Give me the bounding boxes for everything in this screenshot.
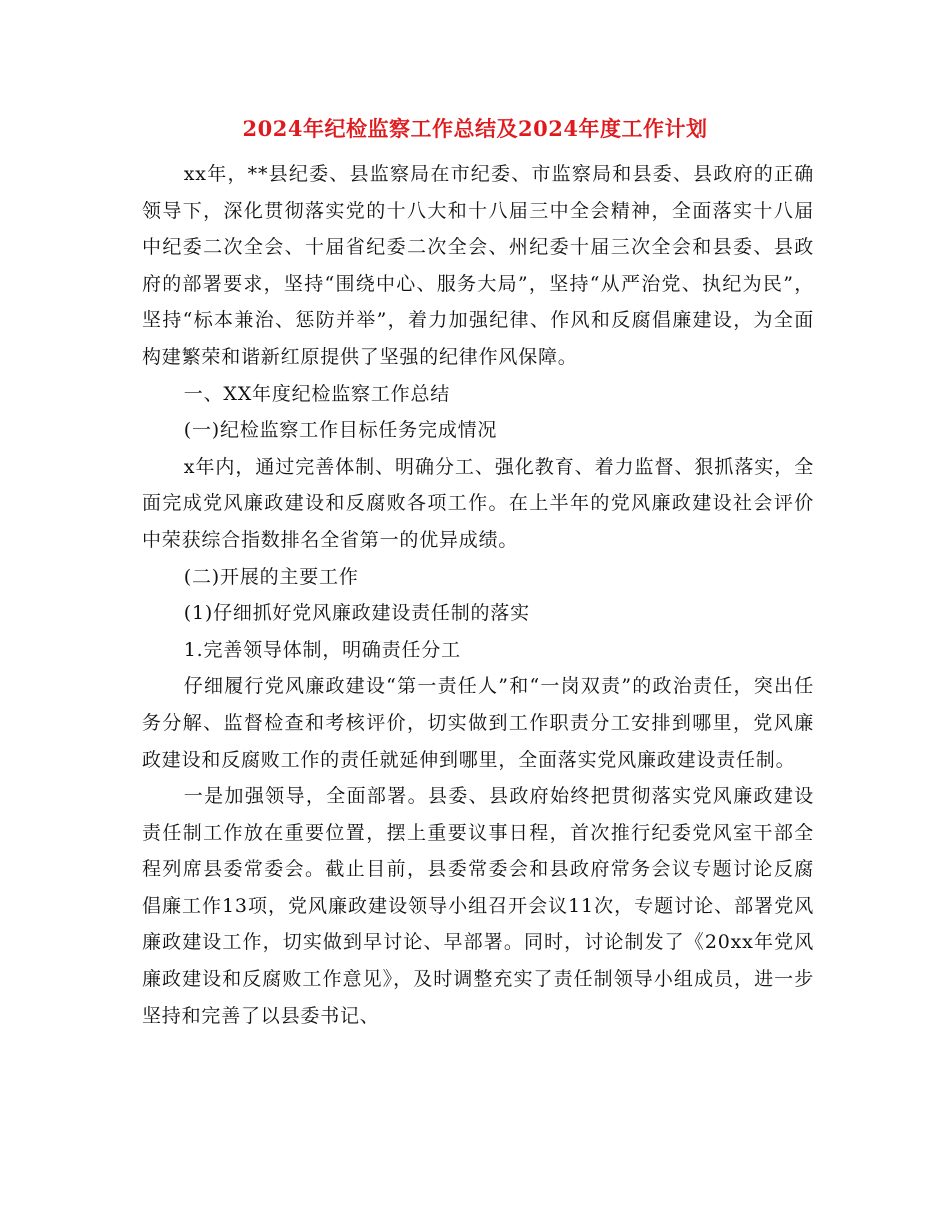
paragraph-responsibility: 仔细履行党风廉政建设“第一责任人”和“一岗双责”的政治责任，突出任务分解、监督检查和考核评价，切实做到工作职责分工安排到哪里，党风廉政建设和反腐败工作的责任就延伸到哪里，全面落实党风廉政建设责任制。: [142, 675, 814, 771]
document-body: [142, 156, 814, 1034]
document-title: 2024年纪检监察工作总结及2024年度工作计划: [242, 116, 708, 141]
section-heading-summary: 一、XX年度纪检监察工作总结: [183, 382, 451, 405]
paragraph-intro: xx年，**县纪委、县监察局在市纪委、市监察局和县委、县政府的正确领导下，深化贯彻落实党的十八大和十八届三中全会精神，全面落实十八届中纪委二次全会、十届省纪委二次全会、州纪委十届三次全会和县委、县政府的部署要求，坚持“围绕中心、服务大局”，坚持“从严治党、执纪为民”，坚持“标本兼治、惩防并举”，着力加强纪律、作风和反腐倡廉建设，为全面构建繁荣和谐新红原提供了坚强的纪律作风保障。: [142, 163, 814, 368]
paragraph-targets: x年内，通过完善体制、明确分工、强化教育、着力监督、狠抓落实，全面完成党风廉政建设和反腐败各项工作。在上半年的党风廉政建设社会评价中荣获综合指数排名全省第一的优异成绩。: [142, 455, 814, 551]
item-heading-responsibility: (1)仔细抓好党风廉政建设责任制的落实: [183, 602, 530, 625]
item-heading-leadership: 1.完善领导体制，明确责任分工: [183, 638, 461, 661]
paragraph-leadership: 一是加强领导，全面部署。县委、县政府始终把贯彻落实党风廉政建设责任制工作放在重要位置，摆上重要议事日程，首次推行纪委党风室干部全程列席县委常委会。截止目前，县委常委会和县政府常务会议专题讨论反腐倡廉工作13项，党风廉政建设领导小组召开会议11次，专题讨论、部署党风廉政建设工作，切实做到早讨论、早部署。同时，讨论制发了《20xx年党风廉政建设和反腐败工作意见》，及时调整充实了责任制领导小组成员，进一步坚持和完善了以县委书记、: [142, 785, 814, 1027]
subsection-heading-targets: (一)纪检监察工作目标任务完成情况: [183, 419, 498, 442]
subsection-heading-main-work: (二)开展的主要工作: [183, 565, 359, 588]
